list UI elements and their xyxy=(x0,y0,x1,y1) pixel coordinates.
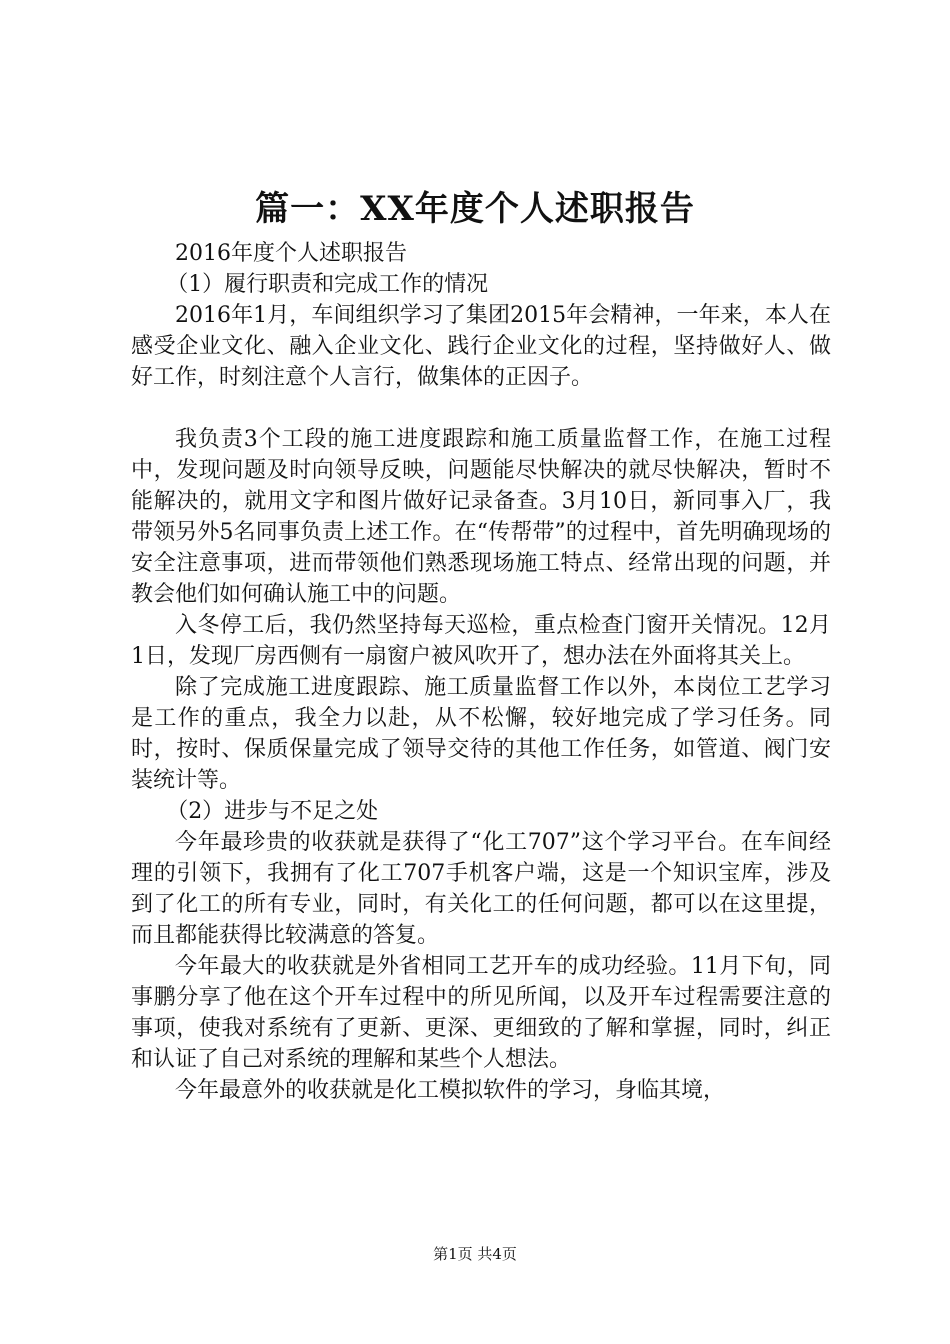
paragraph: 除了完成施工进度跟踪、施工质量监督工作以外，本岗位工艺学习是工作的重点，我全力以赴，从不松懈，较好地完成了学习任务。同时，按时、保质保量完成了领导交待的其他工作任务，如管道、阀门安装统计等。 xyxy=(131,675,831,793)
page-footer: 第1页 共4页 xyxy=(433,1245,517,1263)
document-title: 篇一：XX年度个人述职报告 xyxy=(255,189,695,229)
paragraph: 今年最珍贵的收获就是获得了“化工707”这个学习平台。在车间经理的引领下，我拥有了化工707手机客户端，这是一个知识宝库，涉及到了化工的所有专业，同时，有关化工的任何问题，都可以在这里提，而且都能获得比较满意的答复。 xyxy=(131,830,831,948)
paragraph: 入冬停工后，我仍然坚持每天巡检，重点检查门窗开关情况。12月1日，发现厂房西侧有一扇窗户被风吹开了，想办法在外面将其关上。 xyxy=(131,613,831,669)
paragraph: 今年最大的收获就是外省相同工艺开车的成功经验。11月下旬，同事鹏分享了他在这个开车过程中的所见所闻，以及开车过程需要注意的事项，使我对系统有了更新、更深、更细致的了解和掌握，同时，纠正和认证了自己对系统的理解和某些个人想法。 xyxy=(131,954,831,1072)
subtitle: 2016年度个人述职报告 xyxy=(175,241,407,266)
paragraph: 我负责3个工段的施工进度跟踪和施工质量监督工作，在施工过程中，发现问题及时向领导反映，问题能尽快解决的就尽快解决，暂时不能解决的，就用文字和图片做好记录备查。3月10日，新同事入厂，我带领另外5名同事负责上述工作。在“传帮带”的过程中，首先明确现场的安全注意事项，进而带领他们熟悉现场施工特点、经常出现的问题，并教会他们如何确认施工中的问题。 xyxy=(131,427,831,607)
section-heading-2: （2）进步与不足之处 xyxy=(166,799,379,824)
paragraph: 2016年1月，车间组织学习了集团2015年会精神，一年来，本人在感受企业文化、融入企业文化、践行企业文化的过程，坚持做好人、做好工作，时刻注意个人言行，做集体的正因子。 xyxy=(131,303,831,390)
document-body xyxy=(131,238,831,1106)
paragraph-gap xyxy=(131,393,831,424)
paragraph: 今年最意外的收获就是化工模拟软件的学习，身临其境， xyxy=(175,1078,726,1103)
section-heading-1: （1）履行职责和完成工作的情况 xyxy=(166,272,489,297)
